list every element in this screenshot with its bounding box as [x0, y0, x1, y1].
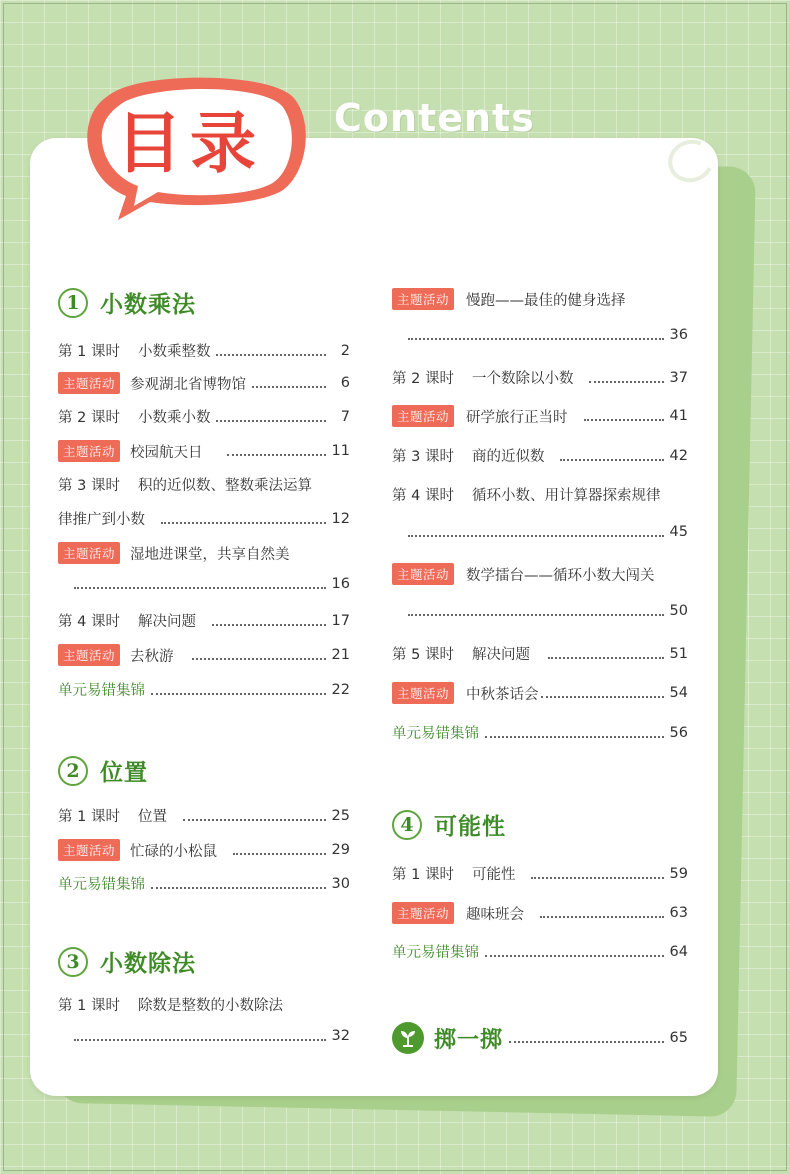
toc-entry[interactable] [58, 805, 350, 826]
entry-title: 校园航天日 [130, 444, 203, 461]
lesson-label: 第 2 课时 [58, 410, 120, 426]
page-number: 50 [669, 603, 688, 619]
page-number: 30 [331, 875, 350, 892]
section-title: 小数除法 [100, 950, 196, 977]
toc-entry-line2[interactable] [58, 508, 350, 529]
page-number: 16 [331, 576, 350, 592]
entry-title: 单元易错集锦 [392, 945, 479, 961]
toc-entry[interactable] [58, 406, 350, 427]
activity-tag: 主题活动 [392, 288, 454, 310]
lesson-label: 第 2 课时 [392, 371, 454, 387]
leader-dots [531, 877, 663, 879]
section-number: 2 [58, 756, 88, 786]
leader-dots [192, 658, 326, 660]
page-number: 54 [669, 685, 688, 701]
toc-entry[interactable] [58, 440, 350, 462]
lesson-label: 第 4 课时 [392, 488, 454, 504]
lesson-label: 第 1 课时 [58, 998, 120, 1014]
leader-dots [161, 522, 326, 524]
entry-title: 单元易错集锦 [392, 726, 479, 742]
leader-dots [408, 338, 664, 340]
leader-dots [560, 459, 663, 461]
entry-title: 湿地进课堂，共享自然美 [130, 546, 290, 563]
entry-title: 小数乘小数 [137, 410, 211, 426]
page-number: 51 [669, 645, 688, 662]
lesson-label: 第 1 课时 [392, 867, 454, 883]
page-number: 2 [340, 342, 350, 359]
leader-dots [151, 887, 326, 889]
toc-entry-line2[interactable] [408, 327, 688, 343]
leader-dots [183, 819, 326, 821]
entry-title: 可能性 [471, 867, 516, 883]
sprout-icon [392, 1022, 424, 1054]
page-number: 56 [669, 724, 688, 741]
page-number: 6 [340, 375, 350, 391]
lesson-label: 第 1 课时 [58, 809, 120, 825]
leader-dots [74, 1039, 326, 1041]
leader-dots [212, 624, 326, 626]
toc-entry-line2[interactable] [74, 1028, 350, 1044]
activity-tag: 主题活动 [392, 902, 454, 924]
page-number: 65 [669, 1030, 688, 1046]
section-3-header [58, 945, 196, 978]
leader-dots [584, 419, 664, 421]
activity-tag: 主题活动 [58, 372, 120, 394]
page-number: 7 [340, 408, 350, 425]
activity-tag: 主题活动 [392, 682, 454, 704]
entry-title: 去秋游 [130, 648, 174, 665]
leader-dots [485, 736, 664, 738]
toc-entry-line2[interactable] [74, 576, 350, 592]
page-number: 45 [669, 524, 688, 540]
toc-entry-review[interactable] [58, 679, 350, 700]
leader-dots [541, 696, 664, 698]
section-number: 4 [392, 810, 422, 840]
toc-entry-review[interactable] [392, 941, 688, 962]
page-number: 64 [669, 943, 688, 960]
entry-title: 单元易错集锦 [58, 877, 145, 893]
leader-dots [216, 420, 326, 422]
entry-title: 参观湖北省博物馆 [130, 376, 247, 393]
page-number: 63 [669, 905, 688, 921]
toc-entry-line1[interactable] [392, 563, 688, 585]
page-number: 32 [331, 1028, 350, 1044]
leader-dots [233, 853, 326, 855]
lesson-label: 第 3 课时 [58, 478, 120, 494]
section-2-header [58, 754, 148, 787]
entry-title: 循环小数、用计算器探索规律 [471, 488, 661, 504]
section-4-header [392, 808, 506, 841]
page-number: 37 [669, 369, 688, 386]
toc-entry-line1[interactable] [58, 994, 350, 1015]
leader-dots [408, 535, 664, 537]
page-number: 17 [331, 612, 350, 629]
page-title: 目录 [116, 105, 264, 182]
toc-entry[interactable] [392, 863, 688, 884]
lesson-label: 第 1 课时 [58, 344, 120, 360]
leader-dots [408, 614, 664, 616]
leader-dots [589, 381, 663, 383]
entry-title: 除数是整数的小数除法 [137, 998, 283, 1014]
lesson-label: 第 3 课时 [392, 449, 454, 465]
activity-tag: 主题活动 [58, 542, 120, 564]
section-title: 可能性 [434, 813, 506, 840]
section-title: 小数乘法 [100, 291, 196, 318]
toc-entry[interactable] [392, 643, 688, 664]
leader-dots [540, 916, 664, 918]
entry-title: 数学擂台——循环小数大闯关 [466, 567, 655, 584]
entry-title: 慢跑——最佳的健身选择 [466, 292, 626, 309]
activity-tag: 主题活动 [58, 644, 120, 666]
entry-title-continued: 律推广到小数 [58, 512, 145, 528]
activity-tag: 主题活动 [58, 440, 120, 462]
entry-title: 解决问题 [471, 647, 530, 663]
page-number: 21 [331, 647, 350, 663]
entry-title: 商的近似数 [471, 449, 545, 465]
page-number: 29 [331, 842, 350, 858]
toc-entry[interactable] [58, 610, 350, 631]
leader-dots [509, 1041, 664, 1043]
section-1-header [58, 286, 196, 319]
page-number: 36 [669, 327, 688, 343]
entry-title: 中秋茶话会 [466, 686, 539, 703]
toc-entry-line2[interactable] [408, 603, 688, 619]
leader-dots [74, 587, 326, 589]
entry-title: 位置 [137, 809, 167, 825]
page-number: 12 [331, 510, 350, 527]
entry-title: 掷一掷 [434, 1026, 504, 1053]
page-number: 42 [669, 447, 688, 464]
toc-entry-line1[interactable] [58, 474, 350, 495]
toc-entry[interactable] [392, 445, 688, 466]
toc-entry[interactable] [58, 839, 350, 861]
sprout-glyph [398, 1028, 418, 1048]
lesson-label: 第 5 课时 [392, 647, 454, 663]
entry-title: 趣味班会 [466, 906, 525, 923]
leader-dots [216, 354, 326, 356]
leader-dots [485, 955, 664, 957]
toc-entry[interactable] [58, 340, 350, 361]
entry-title: 积的近似数、整数乘法运算 [137, 478, 312, 494]
toc-entry[interactable] [392, 405, 688, 427]
page-number: 22 [331, 681, 350, 698]
entry-title: 解决问题 [137, 614, 196, 630]
leader-dots [252, 386, 326, 388]
toc-entry-line1[interactable] [58, 542, 350, 564]
leader-dots [151, 693, 326, 695]
activity-tag: 主题活动 [58, 839, 120, 861]
toc-entry[interactable] [392, 367, 688, 388]
section-title: 位置 [100, 759, 148, 786]
entry-title: 忙碌的小松鼠 [130, 843, 218, 860]
page-number: 11 [331, 443, 350, 459]
toc-entry-review[interactable] [392, 722, 688, 743]
activity-tag: 主题活动 [392, 563, 454, 585]
toc-entry[interactable] [58, 372, 350, 394]
activity-tag: 主题活动 [392, 405, 454, 427]
entry-title: 单元易错集锦 [58, 683, 145, 699]
entry-title: 小数乘整数 [137, 344, 211, 360]
page-number: 59 [669, 865, 688, 882]
lesson-label: 第 4 课时 [58, 614, 120, 630]
section-number: 3 [58, 947, 88, 977]
leader-dots [227, 454, 326, 456]
toc-entry-bonus[interactable] [392, 1022, 688, 1054]
toc-entry[interactable] [58, 644, 350, 666]
toc-entry[interactable] [392, 902, 688, 924]
entry-title: 研学旅行正当时 [466, 409, 568, 426]
leader-dots [548, 657, 664, 659]
section-number: 1 [58, 288, 88, 318]
page-number: 25 [331, 807, 350, 824]
page-subtitle: Contents [334, 96, 535, 140]
toc-entry-review[interactable] [58, 873, 350, 894]
toc-entry-line2[interactable] [408, 524, 688, 540]
entry-title: 一个数除以小数 [471, 371, 574, 387]
page-number: 41 [669, 408, 688, 424]
toc-entry-line1[interactable] [392, 484, 688, 505]
toc-entry[interactable] [392, 682, 688, 704]
toc-entry-line1[interactable] [392, 288, 688, 310]
